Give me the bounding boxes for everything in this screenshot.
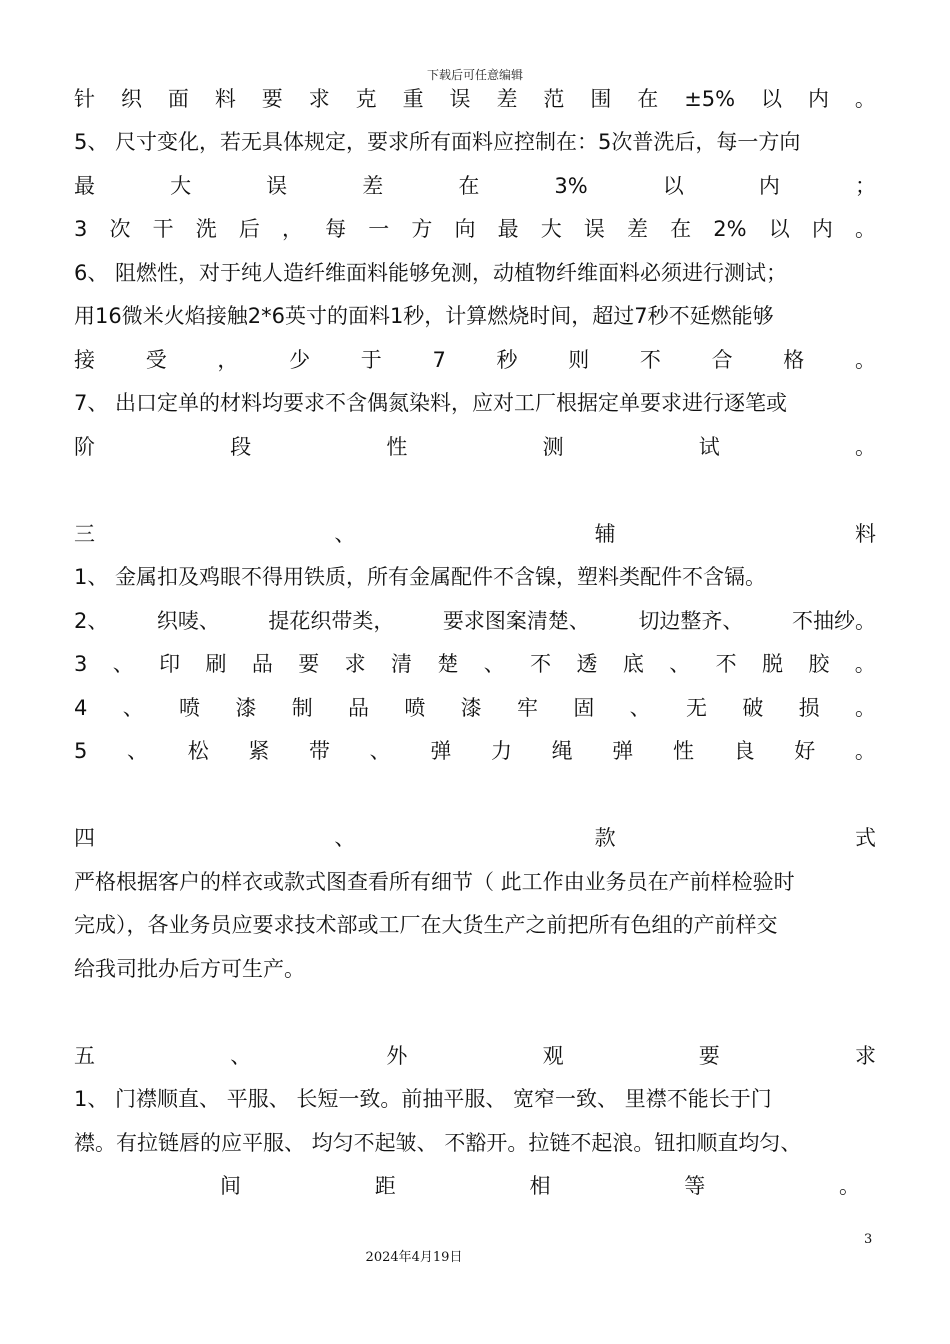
text-line — [74, 1039, 876, 1073]
text-segment: 内 — [811, 217, 833, 241]
text-segment: 不 — [715, 652, 737, 676]
text-segment: 段 — [230, 435, 252, 459]
text-segment: 在 — [670, 217, 692, 241]
text-segment: 以 — [768, 217, 790, 241]
text-segment: 3 — [74, 217, 88, 241]
text-segment: 、 — [230, 1044, 252, 1068]
text-segment: 力 — [490, 739, 512, 763]
text-line — [74, 821, 876, 855]
text-segment: 在 — [458, 174, 480, 198]
text-segment: 于 — [360, 348, 382, 372]
text-segment: 洗 — [195, 217, 217, 241]
text-segment: 求 — [854, 1044, 876, 1068]
text-segment: 式 — [854, 826, 876, 850]
text-segment: 三 — [74, 522, 95, 546]
text-line — [74, 169, 876, 203]
text-segment: 性 — [672, 739, 694, 763]
text-segment: 大 — [540, 217, 562, 241]
text-segment: 牢 — [517, 696, 538, 720]
text-segment: 3 — [74, 652, 88, 676]
text-segment: 喷 — [404, 696, 426, 720]
text-segment: 少 — [289, 348, 311, 372]
text-segment: 5 — [74, 739, 88, 763]
text-segment: 要 — [298, 652, 320, 676]
text-segment: 最 — [497, 217, 519, 241]
text-segment: 合 — [711, 348, 733, 372]
text-segment: 3% — [554, 174, 588, 198]
text-segment: 内 — [758, 174, 780, 198]
text-segment: 2、 — [74, 609, 109, 633]
text-segment: 内 — [807, 87, 829, 111]
text-segment: 固 — [573, 696, 595, 720]
text-line — [74, 647, 876, 681]
text-segment: 。 — [854, 696, 876, 720]
text-line: 5、 尺寸变化，若无具体规定，要求所有面料应控制在：5次普洗后，每一方向 — [74, 130, 801, 154]
text-line — [74, 82, 876, 116]
text-segment: 织唛、 — [156, 609, 220, 633]
text-line: 严格根据客户的样衣或款式图查看所有细节（ 此工作由业务员在产前样检验时 — [74, 870, 795, 894]
text-segment: ， — [217, 348, 239, 372]
text-segment: ； — [854, 174, 876, 198]
text-segment: 织 — [120, 87, 142, 111]
text-line — [74, 343, 876, 377]
text-line: 给我司批办后方可生产。 — [74, 957, 305, 981]
text-segment: 每 — [325, 217, 347, 241]
text-segment: 好 — [794, 739, 816, 763]
text-segment: 。 — [839, 1174, 860, 1198]
text-segment: 误 — [449, 87, 471, 111]
text-segment: 格 — [783, 348, 805, 372]
text-segment: 要求图案清楚、 — [442, 609, 590, 633]
text-line — [74, 691, 876, 725]
text-segment: 受 — [145, 348, 167, 372]
text-segment: 切边整齐、 — [638, 609, 744, 633]
text-segment: 在 — [637, 87, 659, 111]
text-segment: 试 — [698, 435, 720, 459]
text-segment: 紧 — [248, 739, 270, 763]
text-segment: 后 — [238, 217, 260, 241]
text-segment: 漆 — [460, 696, 482, 720]
text-segment: 方 — [411, 217, 433, 241]
text-segment: 、 — [334, 826, 356, 850]
text-segment: 克 — [355, 87, 377, 111]
text-segment: 。 — [854, 217, 876, 241]
text-line: 用16微米火焰接触2*6英寸的面料1秒，计算燃烧时间，超过7秒不延燃能够 — [74, 304, 774, 328]
text-segment: 面 — [167, 87, 189, 111]
text-segment: 辅 — [594, 522, 616, 546]
text-segment: 差 — [362, 174, 384, 198]
text-segment: 观 — [542, 1044, 564, 1068]
text-segment: 间 — [220, 1174, 241, 1198]
text-segment: 、 — [127, 739, 149, 763]
text-segment: 良 — [733, 739, 755, 763]
text-segment: 损 — [798, 696, 820, 720]
text-segment: 破 — [742, 696, 764, 720]
text-line: 1、 金属扣及鸡眼不得用铁质，所有金属配件不含镍，塑料类配件不含镉。 — [74, 565, 767, 589]
text-segment: 阶 — [74, 435, 95, 459]
text-line: 完成），各业务员应要求技术部或工厂在大货生产之前把所有色组的产前样交 — [74, 913, 778, 937]
text-line: 襟。有拉链唇的应平服、 均匀不起皱、 不豁开。拉链不起浪。钮扣顺直均匀、 — [74, 1131, 802, 1155]
text-segment: 求 — [308, 87, 330, 111]
text-segment: 料 — [854, 522, 876, 546]
text-segment: 次 — [109, 217, 131, 241]
text-segment: 7 — [432, 348, 446, 372]
text-segment: 。 — [854, 348, 876, 372]
text-segment: 款 — [594, 826, 616, 850]
text-segment: 印 — [159, 652, 181, 676]
text-segment: 测 — [542, 435, 564, 459]
text-segment: ， — [282, 217, 303, 241]
text-segment: 五 — [74, 1044, 95, 1068]
text-segment: 料 — [214, 87, 236, 111]
text-segment: 、 — [483, 652, 505, 676]
text-segment: 、 — [669, 652, 691, 676]
page-header: 下载后可任意编辑 — [426, 68, 523, 82]
text-segment: 距 — [374, 1174, 396, 1198]
text-segment: 等 — [684, 1174, 706, 1198]
text-segment: 。 — [854, 652, 876, 676]
text-segment: 品 — [348, 696, 370, 720]
text-segment: 、 — [122, 696, 144, 720]
text-segment: 、 — [369, 739, 391, 763]
text-segment: 弹 — [430, 739, 452, 763]
text-segment: 带 — [309, 739, 330, 763]
text-line — [74, 212, 876, 246]
text-segment: 清 — [391, 652, 412, 676]
text-segment: 针 — [74, 87, 95, 111]
text-segment: 求 — [344, 652, 366, 676]
text-segment: 不 — [639, 348, 661, 372]
text-segment: 漆 — [235, 696, 257, 720]
text-segment: 楚 — [437, 652, 459, 676]
text-segment: 无 — [685, 696, 707, 720]
text-segment: 性 — [386, 435, 408, 459]
text-line — [220, 1169, 860, 1203]
text-segment: 不 — [530, 652, 552, 676]
text-segment: 。 — [854, 739, 876, 763]
text-segment: 品 — [251, 652, 273, 676]
text-segment: 一 — [368, 217, 390, 241]
text-segment: 以 — [662, 174, 684, 198]
text-segment: 。 — [854, 87, 876, 111]
text-segment: 、 — [112, 652, 134, 676]
text-segment: 差 — [627, 217, 648, 241]
text-line: 1、 门襟顺直、 平服、 长短一致。前抽平服、 宽窄一致、 里襟不能长于门 — [74, 1087, 772, 1111]
text-segment: 、 — [334, 522, 356, 546]
text-segment: 不抽纱。 — [791, 609, 876, 633]
text-segment: 干 — [152, 217, 174, 241]
text-segment: 4 — [74, 696, 88, 720]
text-segment: 脱 — [762, 652, 783, 676]
text-segment: 误 — [266, 174, 288, 198]
text-segment: 以 — [761, 87, 783, 111]
text-segment: 弹 — [612, 739, 634, 763]
text-segment: 最 — [74, 174, 95, 198]
text-segment: 。 — [854, 435, 876, 459]
text-segment: 接 — [74, 348, 95, 372]
text-line — [74, 517, 876, 551]
text-segment: 四 — [74, 826, 95, 850]
text-segment: 则 — [568, 348, 590, 372]
text-segment: 要 — [261, 87, 283, 111]
text-segment: 透 — [576, 652, 598, 676]
text-segment: 底 — [622, 652, 644, 676]
text-segment: 胶 — [808, 652, 830, 676]
text-segment: 刷 — [205, 652, 227, 676]
text-line — [74, 734, 876, 768]
text-segment: 松 — [187, 739, 209, 763]
text-segment: 制 — [291, 696, 313, 720]
page-number: 3 — [864, 1232, 873, 1247]
text-segment: ±5% — [684, 87, 736, 111]
text-segment: 秒 — [496, 348, 518, 372]
text-segment: 重 — [402, 87, 424, 111]
text-line: 7、 出口定单的材料均要求不含偶氮染料，应对工厂根据定单要求进行逐笔或 — [74, 391, 788, 415]
text-segment: 要 — [698, 1044, 720, 1068]
text-segment: 误 — [583, 217, 605, 241]
text-segment: 喷 — [179, 696, 201, 720]
text-line — [74, 604, 876, 638]
text-segment: 大 — [170, 174, 192, 198]
text-segment: 2% — [713, 217, 747, 241]
text-segment: 差 — [496, 87, 518, 111]
text-segment: 相 — [529, 1174, 551, 1198]
text-segment: 围 — [590, 87, 612, 111]
text-segment: 、 — [629, 696, 651, 720]
text-segment: 提花织带类， — [268, 609, 395, 633]
text-segment: 绳 — [551, 739, 573, 763]
text-segment: 范 — [543, 87, 565, 111]
text-line — [74, 430, 876, 464]
text-segment: 外 — [386, 1044, 408, 1068]
text-line: 6、 阻燃性，对于纯人造纤维面料能够免测，动植物纤维面料必须进行测试； — [74, 261, 788, 285]
footer-date: 2024年4月19日 — [365, 1250, 463, 1265]
text-segment: 向 — [454, 217, 476, 241]
